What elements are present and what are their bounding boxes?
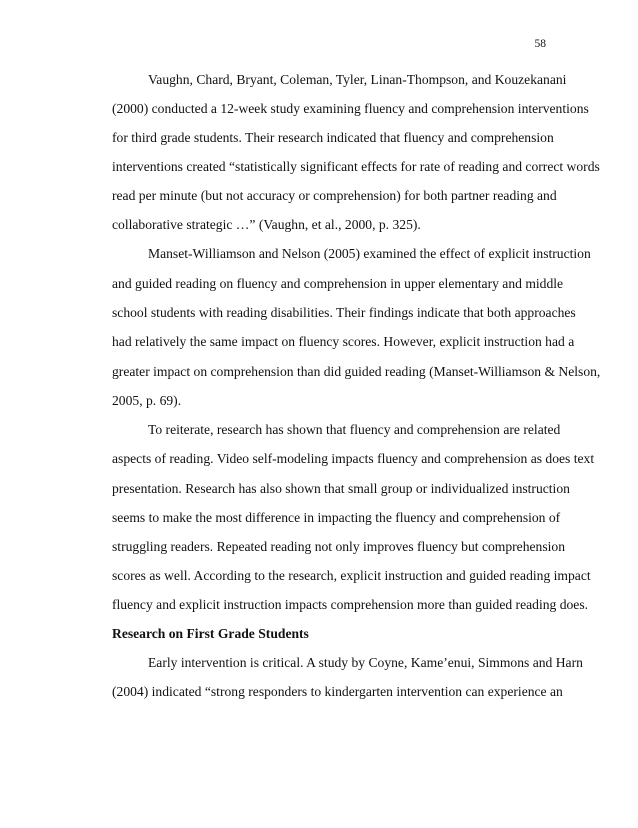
text-line: Manset-Williamson and Nelson (2005) examined the effect of explicit instruction xyxy=(148,246,591,261)
text-line: school students with reading disabilities. Their findings indicate that both approaches xyxy=(112,305,576,320)
text-line: and guided reading on fluency and comprehension in upper elementary and middle xyxy=(112,276,564,291)
text-line: collaborative strategic …” (Vaughn, et al., 2000, p. 325). xyxy=(112,217,421,232)
text-line: fluency and explicit instruction impacts comprehension more than guided reading does. xyxy=(112,597,589,612)
text-line: aspects of reading. Video self-modeling impacts fluency and comprehension as does text xyxy=(112,451,595,466)
page-number: 58 xyxy=(534,38,546,50)
text-line: greater impact on comprehension than did guided reading (Manset-Williamson & Nelson, xyxy=(112,364,601,379)
text-line: had relatively the same impact on fluency scores. However, explicit instruction had a xyxy=(112,334,575,349)
text-line: struggling readers. Repeated reading not only improves fluency but comprehension xyxy=(112,539,566,554)
text-line: for third grade students. Their research indicated that fluency and comprehension xyxy=(112,130,554,145)
text-line: seems to make the most difference in impacting the fluency and comprehension of xyxy=(112,510,561,525)
text-line: (2004) indicated “strong responders to kindergarten intervention can experience an xyxy=(112,684,563,699)
text-line: read per minute (but not accuracy or comprehension) for both partner reading and xyxy=(112,188,557,203)
section-heading: Research on First Grade Students xyxy=(112,626,309,641)
text-line: presentation. Research has also shown that small group or individualized instruction xyxy=(112,481,570,496)
text-line: interventions created “statistically significant effects for rate of reading and correct words xyxy=(112,159,600,174)
text-line: (2000) conducted a 12-week study examining fluency and comprehension interventions xyxy=(112,101,589,116)
text-line: To reiterate, research has shown that fluency and comprehension are related xyxy=(148,422,561,437)
text-line: Early intervention is critical. A study by Coyne, Kame’enui, Simmons and Harn xyxy=(148,655,583,670)
text-line: 2005, p. 69). xyxy=(112,393,182,408)
text-line: Vaughn, Chard, Bryant, Coleman, Tyler, Linan-Thompson, and Kouzekanani xyxy=(148,72,567,87)
text-line: scores as well. According to the research, explicit instruction and guided reading impact xyxy=(112,568,591,583)
